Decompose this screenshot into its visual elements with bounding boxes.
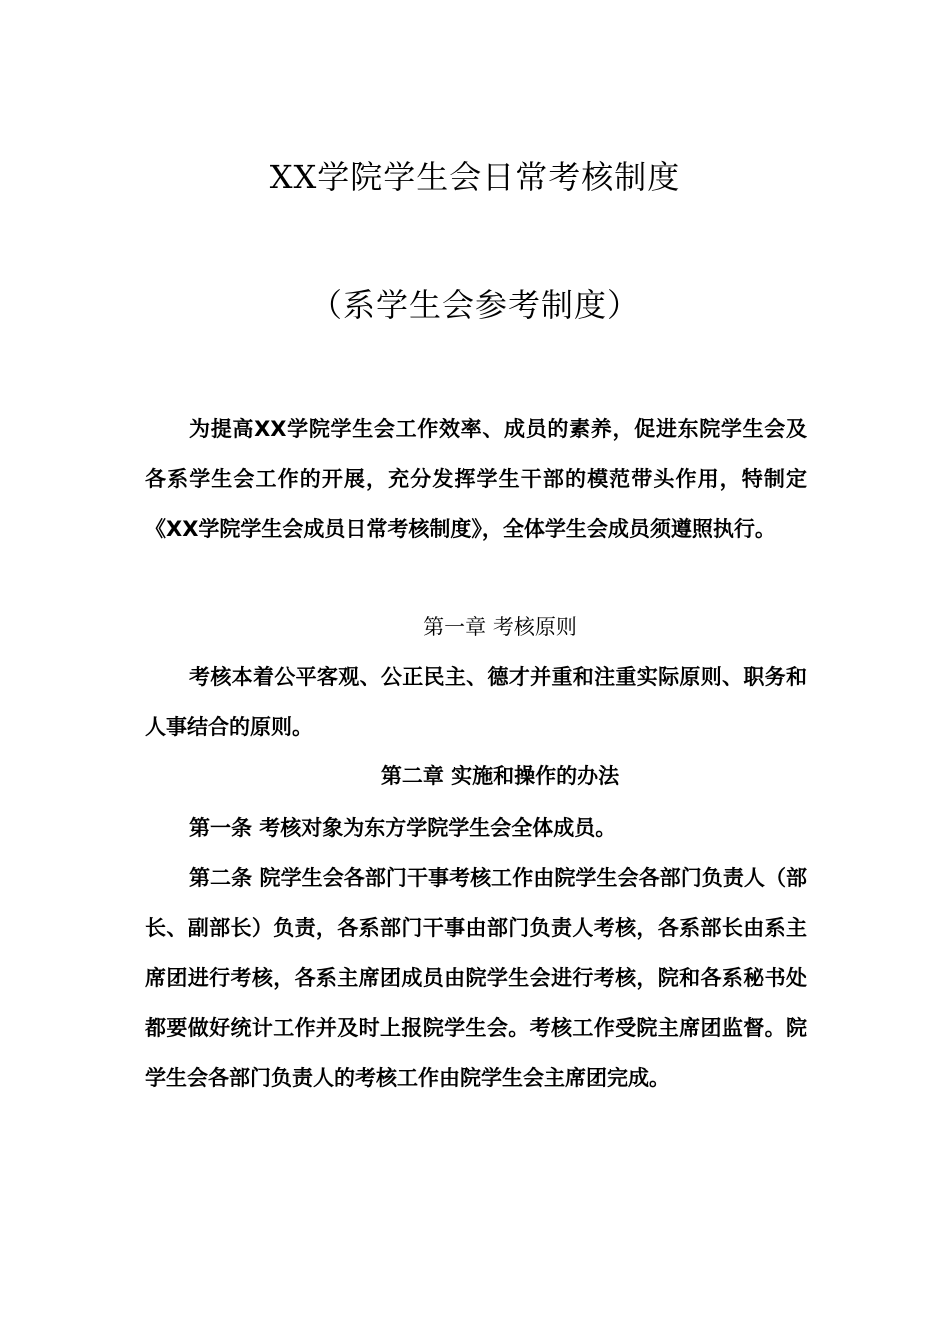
article2-paragraph: 第二条 院学生会各部门干事考核工作由院学生会各部门负责人（部长、副部长）负责，各系部门干事由部门负责人考核，各系部长由系主席团进行考核，各系主席团成员由院学生会进行考核，院和各系秘书处都要做好统计工作并及时上报院学生会。考核工作受院主席团监督。院学生会各部门负责人的考核工作由院学生会主席团完成。 (145, 866, 807, 1090)
chapter2-heading: 第二章 实施和操作的办法 (380, 764, 620, 788)
chapter1-paragraph: 考核本着公平客观、公正民主、德才并重和注重实际原则、职务和人事结合的原则。 (145, 665, 807, 739)
document-subtitle: （系学生会参考制度） (309, 286, 640, 324)
chapter1-heading: 第一章 考核原则 (423, 615, 577, 639)
document-title: XX学院学生会日常考核制度 (269, 158, 681, 196)
article1-paragraph: 第一条 考核对象为东方学院学生会全体成员。 (189, 816, 617, 840)
intro-paragraph: 为提高XX学院学生会工作效率、成员的素养，促进东院学生会及各系学生会工作的开展，充分发挥学生干部的模范带头作用，特制定《XX学院学生会成员日常考核制度》，全体学生会成员须遵照执行。 (145, 417, 807, 541)
